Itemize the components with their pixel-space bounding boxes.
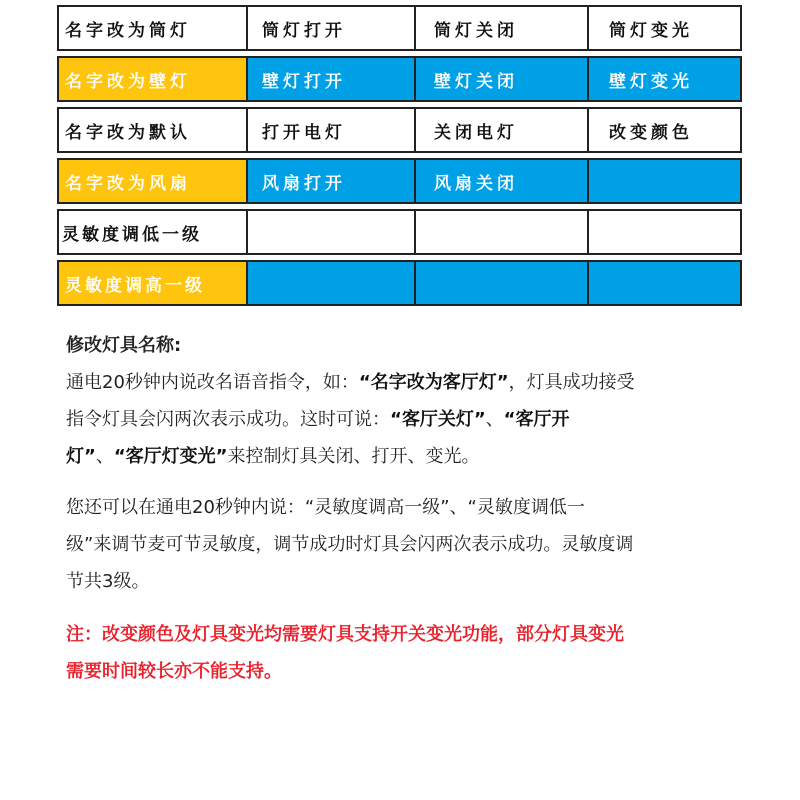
table-cell: 灵敏度调高一级 (59, 262, 248, 304)
table-cell (248, 262, 416, 304)
sensitivity-instructions (66, 489, 746, 600)
table-row (57, 107, 742, 153)
table-cell (589, 211, 740, 253)
command-example: “客厅开 (503, 409, 570, 430)
table-cell: 灵敏度调低一级 (59, 211, 248, 253)
command-example: “客厅灯变光” (113, 446, 228, 467)
note-line: 需要时间较长亦不能支持。 (66, 661, 282, 682)
voice-command-table (57, 5, 742, 311)
table-cell (589, 160, 740, 202)
text-line: 级”来调节麦可节灵敏度，调节成功时灯具会闪两次表示成功。灵敏度调 (66, 534, 634, 555)
table-cell: 改变颜色 (589, 109, 740, 151)
table-cell: 风扇打开 (248, 160, 416, 202)
section-heading: 修改灯具名称: (66, 335, 182, 356)
command-example: 灯” (66, 446, 96, 467)
table-cell: 筒灯打开 (248, 7, 416, 49)
table-cell: 名字改为筒灯 (59, 7, 248, 49)
table-cell: 名字改为风扇 (59, 160, 248, 202)
note (66, 616, 746, 690)
table-row (57, 209, 742, 255)
table-cell: 筒灯关闭 (416, 7, 589, 49)
text: 通电20秒钟内说改名语音指令，如： (66, 372, 359, 393)
table-cell: 筒灯变光 (589, 7, 740, 49)
table-cell (589, 262, 740, 304)
table-cell: 名字改为默认 (59, 109, 248, 151)
table-row (57, 158, 742, 204)
text-line: 您还可以在通电20秒钟内说：“灵敏度调高一级”、“灵敏度调低一 (66, 497, 585, 518)
text: 、 (485, 409, 504, 430)
table-cell: 壁灯打开 (248, 58, 416, 100)
table-cell: 风扇关闭 (416, 160, 589, 202)
note-line: 注：改变颜色及灯具变光均需要灯具支持开关变光功能，部分灯具变光 (66, 624, 624, 645)
table-cell: 关闭电灯 (416, 109, 589, 151)
command-example: “客厅关灯” (390, 409, 486, 430)
table-cell: 打开电灯 (248, 109, 416, 151)
table-cell: 壁灯变光 (589, 58, 740, 100)
table-row (57, 260, 742, 306)
text: 、 (95, 446, 114, 467)
table-cell (248, 211, 416, 253)
table-cell (416, 262, 589, 304)
table-cell: 名字改为壁灯 (59, 58, 248, 100)
table-row (57, 5, 742, 51)
table-row (57, 56, 742, 102)
text: 来控制灯具关闭、打开、变光。 (227, 446, 480, 467)
paragraph (66, 364, 746, 475)
table-cell: 壁灯关闭 (416, 58, 589, 100)
rename-instructions (66, 327, 746, 475)
text-line: 节共3级。 (66, 571, 150, 592)
text: ，灯具成功接受 (508, 372, 635, 393)
table-cell (416, 211, 589, 253)
command-example: “名字改为客厅灯” (358, 372, 509, 393)
text: 指令灯具会闪两次表示成功。这时可说： (66, 409, 390, 430)
